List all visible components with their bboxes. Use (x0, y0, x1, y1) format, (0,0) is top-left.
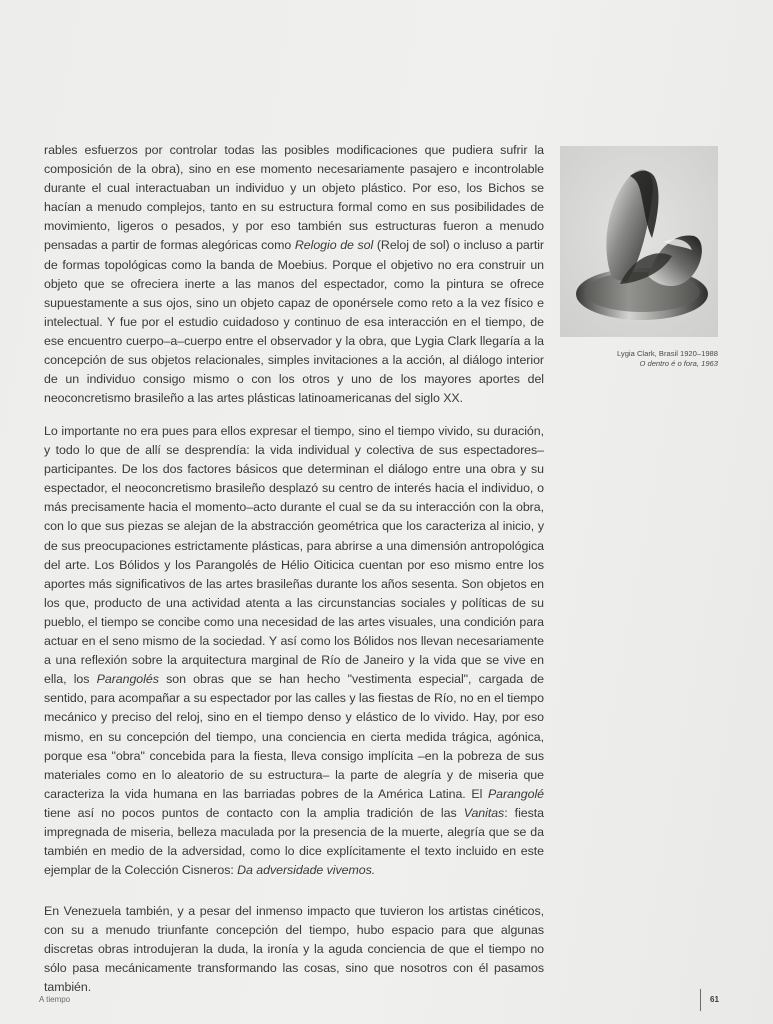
text-run: tiene así no pocos puntos de contacto con la amplia tradición de las (44, 805, 464, 820)
running-title: A tiempo (39, 995, 71, 1004)
body-column-paragraph-2 (44, 422, 544, 880)
text-run: : fiesta impregnada de miseria, belleza maculada por la presencia de la muerte, alegría que se da también en medio de la adversidad, como lo dice explícitamente el texto incluido en este ejemplar de la Colección Cisneros: (44, 805, 544, 878)
italic-text-run: Da adversidade vivemos. (237, 863, 376, 878)
text-run: rables esfuerzos por controlar todas las posibles modificaciones que pudiera sufrir la composición de la obra), sino en ese momento necesariamente pasajero e incontrolable durante el cual interactuaban un individuo y un objeto plástico. Por eso, los Bichos se hacían a menudo complejos, tanto en su estructura formal como en sus posibilidades de movimiento, ligeros o pesados, y por eso también sus estructuras fueron a menudo pensadas a partir de formas alegóricas como (44, 143, 544, 253)
paragraph-1 (44, 141, 544, 408)
page-number: 61 (710, 995, 719, 1004)
body-column-paragraph-1 (44, 141, 544, 408)
text-run: Lo importante no era pues para ellos expresar el tiempo, sino el tiempo vivido, su duración, y todo lo que de allí se desprendía: la vida individual y colectiva de sus espectadores–participantes. De los dos factores básicos que determinan el diálogo entre una obra y su espectador, el neoconcretismo brasileño desplazó su centro de interés hacia el individuo, o más precisamente hacia el momento–acto durante el cual se da su interacción con la obra, con lo que sus piezas se alejan de la abstracción geométrica que los caracteriza al inicio, y de sus preocupaciones estrictamente plásticas, para abrirse a una dimensión antropológica del arte. Los Bólidos y los Parangolés de Hélio Oiticica cuentan por eso mismo entre los aportes más significativos de las artes brasileñas durante los años sesenta. Son objetos en los que, producto de una actividad atenta a las circunstancias sociales y políticas de su pueblo, el tiempo se concibe como una necesidad de las artes visuales, una condición para actuar en el seno mismo de la sociedad. Y así como los Bólidos nos llevan necesariamente a una reflexión sobre la arquitectura marginal de Río de Janeiro y la vida que se vive en ella, los (44, 424, 544, 687)
body-column-paragraph-3 (44, 902, 544, 997)
figure-caption (560, 349, 718, 369)
italic-text-run: Vanitas (463, 805, 505, 820)
italic-text-run: Parangolés (96, 672, 159, 687)
text-run: (Reloj de sol) o incluso a partir de formas topológicas como la banda de Moebius. Porque el objetivo no era construir un objeto que se ofreciera inerte a las manos del espectador, como la pintura se ofrece supuestamente a sus ojos, sino un objeto capaz de oponérsele como reto a la vez físico e intelectual. Y fue por el estudio cuidadoso y continuo de esa interacción en el tiempo, de ese encuentro cuerpo–a–cuerpo entre el observador y la obra, que Lygia Clark llegaría a la concepción de sus objetos relacionales, simples invitaciones a la acción, al diálogo interior de un individuo consigo mismo o con los otros y uno de los mayores aportes del neoconcretismo brasileño a las artes plásticas latinoamericanas del siglo XX. (44, 238, 544, 406)
caption-title-line: O dentro é o fora, 1963 (639, 359, 718, 368)
italic-text-run: Relogio de sol (294, 238, 374, 253)
text-run: En Venezuela también, y a pesar del inmenso impacto que tuvieron los artistas cinéticos, con su a menudo triunfante concepción del tiempo, hubo espacio para que algunas discretas obras introdujeran la duda, la ironía y la aguda conciencia de que el tiempo no sólo pasa mecánicamente transformando las cosas, sino que nosotros con él pasamos también. (44, 904, 544, 995)
italic-text-run: Parangolé (487, 786, 544, 801)
paragraph-2 (44, 422, 544, 880)
sculpture-photo (560, 146, 718, 337)
paragraph-3 (44, 902, 544, 997)
sculpture-image (560, 146, 718, 337)
caption-artist-line: Lygia Clark, Brasil 1920–1988 (616, 349, 718, 358)
text-run: son obras que se han hecho "vestimenta especial", cargada de sentido, para acompañar a su espectador por las calles y las fiestas de Río, no en el tiempo mecánico y preciso del reloj, sino en el tiempo denso y elástico de lo vivido. Hay, por eso mismo, en su concepción del tiempo, una conciencia en cierta medida trágica, agónica, porque esa "obra" concebida para la fiesta, lleva consigo implícita –en la pobreza de sus materiales como en lo aleatorio de su estructura– la parte de alegría y de miseria que caracteriza la vida humana en las barriadas pobres de la América Latina. El (44, 672, 544, 801)
footer-divider (700, 989, 701, 1011)
